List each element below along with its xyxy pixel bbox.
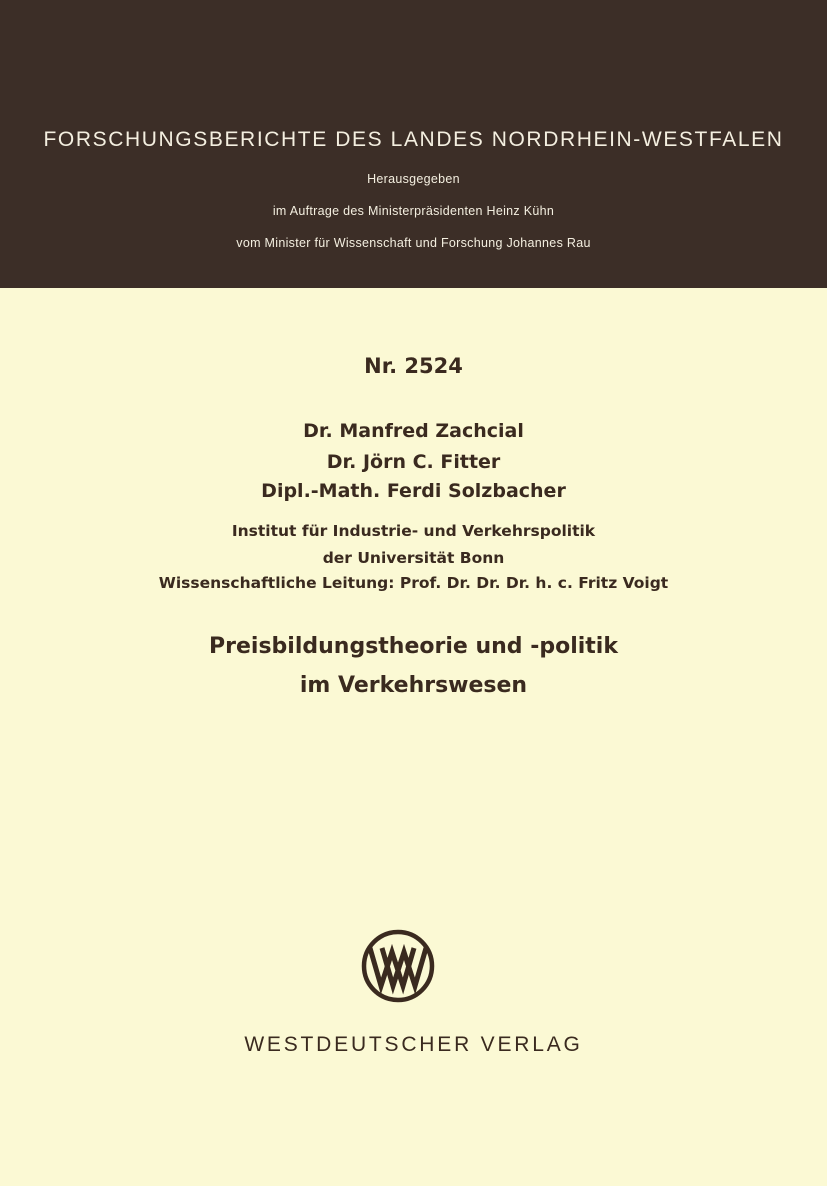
header-line-minister: vom Minister für Wissenschaft und Forschung Johannes Rau xyxy=(236,236,591,250)
publisher-name: WESTDEUTSCHER VERLAG xyxy=(244,1033,583,1056)
institution-line-2: der Universität Bonn xyxy=(322,549,505,567)
ww-publisher-logo-icon xyxy=(360,928,436,1004)
series-header-band xyxy=(0,0,827,288)
series-title: FORSCHUNGSBERICHTE DES LANDES NORDRHEIN-WESTFALEN xyxy=(43,128,784,151)
book-title-line-2: im Verkehrswesen xyxy=(299,673,528,698)
issue-number: Nr. 2524 xyxy=(364,354,463,378)
header-line-herausgegeben: Herausgegeben xyxy=(367,172,460,186)
author-3: Dipl.-Math. Ferdi Solzbacher xyxy=(261,480,566,502)
institution-line-3: Wissenschaftliche Leitung: Prof. Dr. Dr. Dr. h. c. Fritz Voigt xyxy=(158,574,669,592)
institution-line-1: Institut für Industrie- und Verkehrspolitik xyxy=(231,522,596,540)
header-line-auftrag: im Auftrage des Ministerpräsidenten Heinz Kühn xyxy=(272,204,555,218)
author-1: Dr. Manfred Zachcial xyxy=(303,420,524,442)
book-title-line-1: Preisbildungstheorie und -politik xyxy=(209,634,618,659)
author-2: Dr. Jörn C. Fitter xyxy=(326,451,501,473)
